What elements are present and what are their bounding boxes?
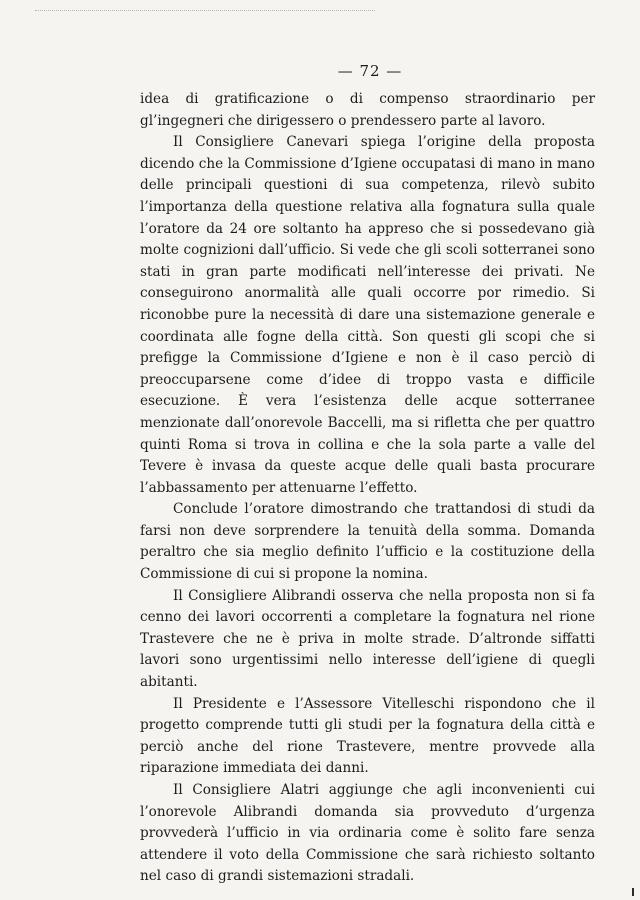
- paragraph-alatri: Il Consigliere Alatri aggiunge che agli inconvenienti cui l’onorevole Alibrandi domanda sia provveduto d’urgenza provvederà l’ufficio in via ordinaria come è solito fare senza attendere il voto della Commissione che sarà richiesto soltanto nel caso di grandi sistemazioni stradali.: [140, 782, 595, 885]
- top-scan-rule: [35, 10, 375, 11]
- paragraph-continuation: idea di gratificazione o di compenso straordinario per gl’ingegneri che dirigessero o prendessero parte al lavoro.: [140, 91, 595, 129]
- paragraph-presidente: Il Presidente e l’Assessore Vitelleschi rispondono che il progetto comprende tutti gli studi per la fognatura della città e perciò anche del rione Trastevere, mentre provvede alla riparazione immediata dei danni.: [140, 695, 595, 777]
- page-number: [0, 62, 640, 80]
- paragraph-conclusion: Conclude l’oratore dimostrando che trattandosi di studi da farsi non deve sorprendere la tenuità della somma. Domanda peraltro che sia meglio definito l’ufficio e la costituzione della Commissione di cui si propone la nomina.: [140, 501, 595, 583]
- scan-edge-mark: [632, 888, 634, 896]
- paragraph-canevari: Il Consigliere Canevari spiega l’origine della proposta dicendo che la Commissione d’Igiene occupatasi di mano in mano delle principali questioni di sua competenza, rilevò subito l’importanza della questione relativa alla fognatura sulla quale l’oratore da 24 ore soltanto ha appreso che si possedevano già molte cognizioni dall’ufficio. Si vede che gli scoli sotterranei sono stati in gran parte modificati nell’interesse dei privati. Ne conseguirono anormalità alle quali occorre por rimedio. Si riconobbe pure la necessità di dare una sistemazione generale e coordinata alle fogne della città. Son questi gli scopi che si prefigge la Commissione d’Igiene e non è il caso perciò di preoccuparsene come d’idee di troppo vasta e difficile esecuzione. È vera l’esistenza delle acque sotterranee menzionate dall’onorevole Baccelli, ma si rifletta che per quattro quinti Roma si trova in collina e che la sola parte a valle del Tevere è invasa da queste acque delle quali basta procurare l’abbassamento per attenuarne l’effetto.: [140, 134, 595, 496]
- paragraph-alibrandi: Il Consigliere Alibrandi osserva che nella proposta non si fa cenno dei lavori occorrenti a completare la fognatura nel rione Trastevere che ne è priva in molte strade. D’altronde siffatti lavori sono urgentissimi nello interesse dell’igiene di quegli abitanti.: [140, 587, 595, 691]
- body-text: [140, 89, 595, 888]
- page-number-text: — 72 —: [337, 62, 403, 80]
